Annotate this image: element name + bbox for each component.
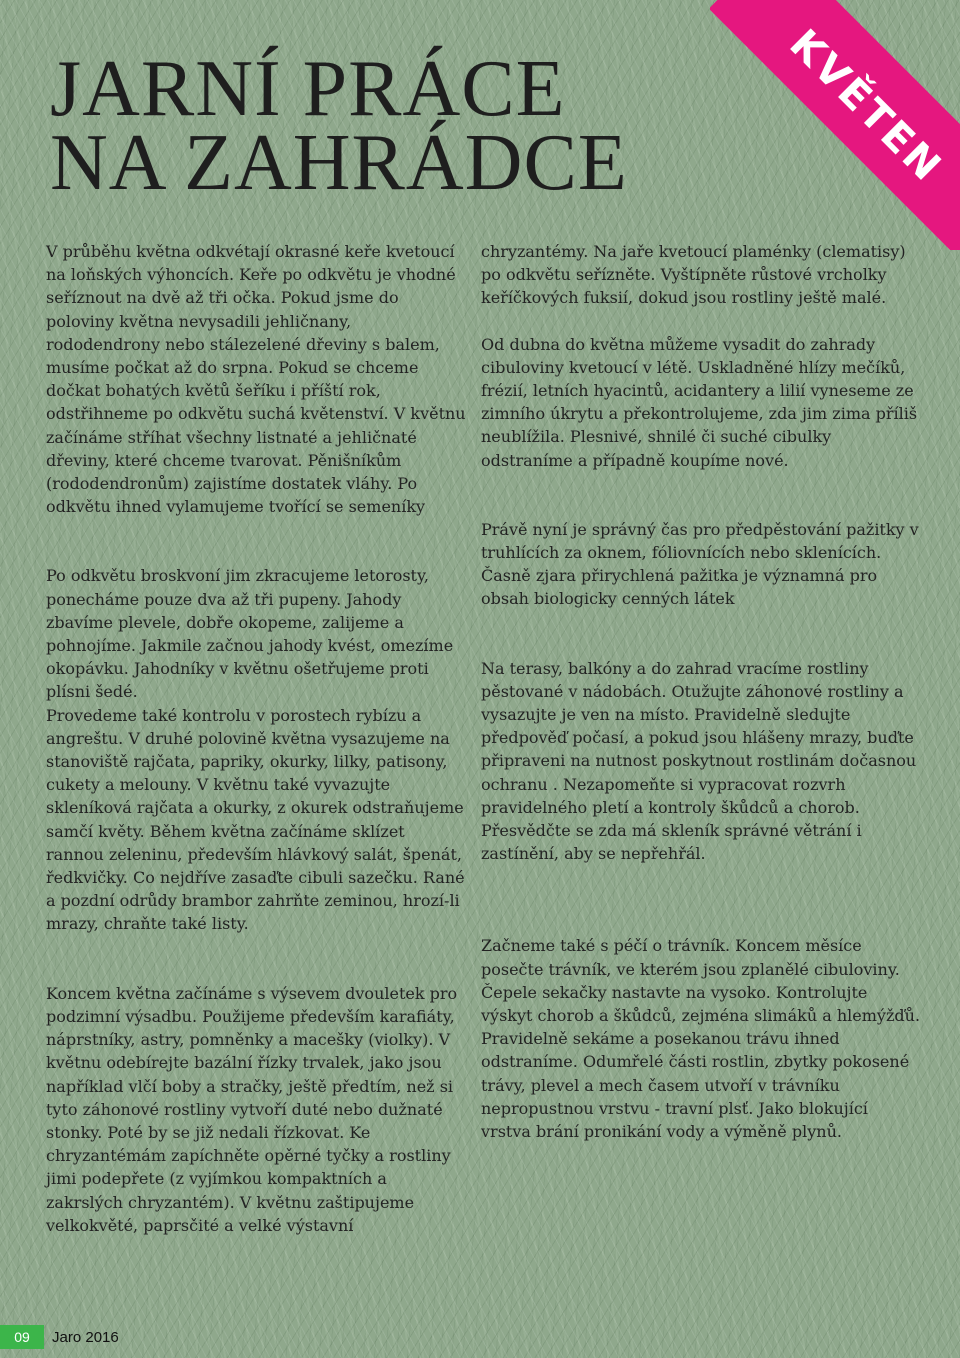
page-title [50,45,628,207]
month-corner-ribbon [710,0,960,250]
paragraph: Koncem května začínáme s výsevem dvouletek pro podzimní výsadbu. Použijeme především karafiáty, náprstníky, astry, pomněnky a macešky (violky). V květnu odebírejte bazální řízky trvalek, jako jsou například vlčí boby a stračky, ještě předtím, než si tyto záhonové rostliny vytvoří duté nebo dužnaté stonky. Poté by se již nedali řízkovat. Ke chryzantémám zapíchněte opěrné tyčky a rostliny jimi podepřete (z vyjímkou kompaktních a zakrslých chryzantém). V květnu zaštipujeme velkokvěté, paprsčité a velké výstavní [46,983,458,1235]
page-footer [0,1324,119,1350]
left-text-column [46,240,466,1237]
paragraph: Provedeme také kontrolu v porostech rybízu a angreštu. V druhé polovině května vysazujeme na stanoviště rajčata, papriky, okurky, lilky, patisony, cukety a melouny. V květnu také vyvazujte skleníková rajčata a okurky, z okurek odstraňujeme samčí květy. Během května začínáme sklízet rannou zeleninu, především hlávkový salát, špenát, ředkvičky. Co nejdříve zasaďte cibuli sazečku. Rané a pozdní odrůdy brambor zahrňte zeminou, hrozí-li mrazy, chraňte také listy. [46,705,465,934]
issue-label: Jaro 2016 [52,1328,119,1346]
paragraph: V průběhu května odkvétají okrasné keře kvetoucí na loňských výhoncích. Keře po odkvětu je vhodné seříznout na dvě až tři očka. Pokud jsme do poloviny května nevysadili jehličnany, rododendrony nebo stálezelené dřeviny s balem, musíme počkat až do srpna. Pokud se chceme dočkat bohatých květů šeříku i příští rok, odstřihneme po odkvětu suchá květenství. V květnu začínáme stříhat všechny listnaté a jehličnaté dřeviny, které chceme tvarovat. Pěnišníkům (rododendronům) zajistíme dostatek vláhy. Po odkvětu ihned vylamujeme tvořící se semeníky [46,242,466,517]
paragraph: Po odkvětu broskvoní jim zkracujeme letorosty, ponecháme pouze dva až tři pupeny. Jahody zbavíme plevele, dobře okopeme, zalijeme a pohnojíme. Jakmile začnou jahody kvést, omezíme okopávku. Jahodníky v květnu ošetřujeme proti plísni šedé. [46,566,454,702]
month-label: KVĚTEN [780,20,952,192]
paragraph: Od dubna do května můžeme vysadit do zahrady cibuloviny kvetoucí v létě. Uskladněné hlízy mečíků, frézií, letních hyacintů, acidantery a lilií vyneseme ze zimního úkrytu a překontrolujeme, zda jim zima příliš neublížila. Plesnivé, shnilé či suché cibulky odstraníme a případně koupíme nové. [481,334,918,470]
paragraph: chryzantémy. Na jaře kvetoucí plaménky (clematisy) po odkvětu seřízněte. Vyštípněte růstové vrcholky keříčkových fuksií, dokud jsou rostliny ještě malé. [481,242,906,308]
paragraph: Právě nyní je správný čas pro předpěstování pažitky v truhlících za oknem, fóliovnících nebo sklenících. Časně zjara přirychlená pažitka je významná pro obsah biologicky cenných látek [481,519,919,609]
title-line-2: NA ZAHRÁDCE [50,119,628,207]
title-line-1: JARNÍ PRÁCE [50,45,566,133]
page-number: 09 [0,1325,44,1349]
right-text-column [481,240,921,1143]
paragraph: Začneme také s péčí o trávník. Koncem měsíce posečte trávník, ve kterém jsou zplanělé cibuloviny. Čepele sekačky nastavte na vysoko. Kontrolujte výskyt chorob a škůdců, zejména slimáků a hlemýžďů. Pravidelně sekáme a posekanou trávu ihned odstraníme. Odumřelé části rostlin, zbytky pokosené trávy, plevel a mech časem utvoří v trávníku nepropustnou vrstvu - travní plsť. Jako blokující vrstva brání pronikání vody a výměně plynů. [481,936,921,1142]
paragraph: Na terasy, balkóny a do zahrad vracíme rostliny pěstované v nádobách. Otužujte záhonové rostliny a vysazujte je ven na místo. Pravidelně sledujte předpověď počasí, a pokud jsou hlášeny mrazy, buďte připraveni na nutnost poskytnout rostlinám dočasnou ochranu . Nezapomeňte si vypracovat rozvrh pravidelného pletí a kontroly škůdců a chorob. Přesvědčte se zda má skleník správné větrání i zastínění, aby se nepřehřál. [481,658,917,864]
